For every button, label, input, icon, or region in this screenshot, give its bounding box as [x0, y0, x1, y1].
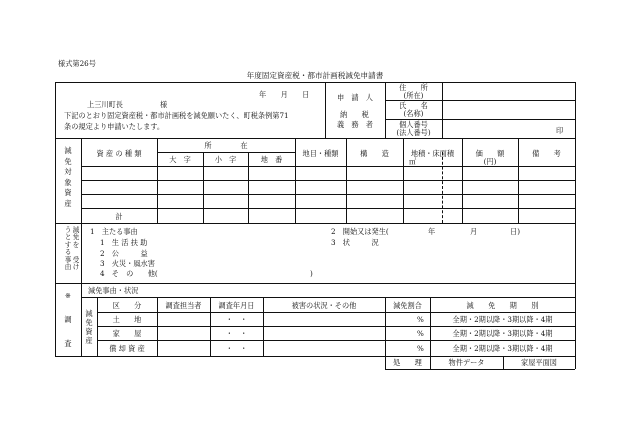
- property-row-1: [81, 180, 575, 181]
- reason-other: 4 そ の 他(: [100, 269, 158, 278]
- col-structure: 構 造: [360, 149, 389, 158]
- id-number-label: 個人番号: [399, 120, 428, 129]
- section-divider-3: [55, 283, 575, 284]
- taxpayer-label-2: 義 務 者: [337, 120, 373, 129]
- investigation-mark: ※: [64, 291, 72, 300]
- address-sub-label: (所在): [403, 91, 424, 100]
- section-divider-1: [55, 138, 575, 139]
- area-decimal-dash: [442, 152, 443, 223]
- reasons-side-col-3: 受け: [72, 256, 80, 272]
- start-day: 日): [510, 227, 520, 236]
- frame-right: [575, 82, 576, 369]
- investigation-side-line: [81, 283, 82, 356]
- name-label: 氏 名: [399, 101, 428, 110]
- col-note: 備 考: [532, 149, 561, 158]
- location-subheader-line: [157, 152, 295, 153]
- col-koaza: 小 字: [214, 155, 237, 164]
- frame-top: [55, 82, 575, 83]
- col-area: 地積・床面積: [410, 149, 455, 158]
- investigation-row-3: [385, 356, 575, 357]
- investigation-label-1: 調: [64, 315, 72, 324]
- addressee: 上三川町長: [87, 100, 123, 109]
- investigation-row-2: [97, 340, 575, 341]
- investigation-label-2: 査: [64, 339, 72, 348]
- addressee-honorific: 様: [160, 100, 168, 109]
- reason-status-line: [81, 297, 575, 298]
- address-label: 住 所: [399, 83, 428, 92]
- applicant-field-line: [442, 82, 443, 138]
- property-row-2: [81, 194, 575, 195]
- row-land-period: 全期・2期以降・3期以降・4期: [452, 315, 553, 324]
- applicant-left-line: [325, 82, 326, 138]
- row-land-unit: %: [417, 315, 424, 324]
- seal-mark: 印: [556, 126, 564, 135]
- reasons-side-col-2: うとする: [64, 226, 72, 257]
- property-data-label: 物件データ: [448, 358, 485, 367]
- col-location: 所 在: [204, 141, 248, 150]
- row-depreciable-period: 全期・2期以降・3期以降・4期: [452, 344, 553, 353]
- reason-other-close: ): [310, 269, 313, 278]
- name-sub-label: (名称): [403, 109, 424, 118]
- taxpayer-label-1: 納 税: [340, 110, 369, 119]
- applicant-label: 申 請 人: [337, 93, 373, 102]
- row-land-date: ・ ・: [225, 315, 248, 324]
- investigation-header-bottom: [97, 312, 575, 313]
- col-damage-status: 被害の状況・その他: [291, 301, 357, 310]
- reasons-side-col-4: 事由: [64, 256, 72, 272]
- property-total: 計: [115, 212, 123, 221]
- row-building-period: 全期・2期以降・3期以降・4期: [452, 329, 553, 338]
- floor-plan-label: 家屋平面図: [521, 358, 557, 367]
- col-reduction-period: 減 免 期 別: [466, 301, 539, 310]
- col-reduction-ratio: 減免割合: [393, 301, 422, 310]
- property-row-3: [81, 208, 575, 209]
- col-price-unit: (円): [483, 157, 497, 166]
- start-date-label: 2 開始又は発生(: [331, 227, 389, 236]
- reason-main: 1 主たる事由: [90, 227, 138, 236]
- form-number: 様式第26号: [58, 59, 96, 68]
- reason-status-label: 減免事由・状況: [88, 286, 139, 295]
- start-year: 年: [428, 227, 436, 236]
- process-label: 処 理: [393, 358, 422, 367]
- col-area-unit: ㎡: [409, 157, 417, 166]
- start-month: 月: [470, 227, 478, 236]
- col-asset-type: 資 産 の 種 類: [96, 149, 142, 158]
- row-land-category: 土 地: [112, 315, 142, 324]
- property-side-label: 減 免 対 象 資 産: [64, 146, 72, 208]
- status-label: 3 状 況: [331, 238, 379, 247]
- reasons-side-col-1: 減免を: [72, 226, 80, 249]
- col-land-category: 地目・種類: [302, 149, 339, 158]
- col-banchi: 地 番: [260, 155, 283, 164]
- row-depreciable-category: 償 却 資 産: [109, 344, 145, 353]
- application-date: 年 月 日: [259, 90, 310, 99]
- reasons-side-line: [81, 223, 82, 283]
- row-depreciable-unit: %: [417, 344, 424, 353]
- process-row-bottom: [385, 369, 575, 370]
- col-oaza: 大 字: [169, 155, 191, 164]
- asset-sub-label: 減 免 資 産: [85, 309, 93, 345]
- col-price: 価 額: [475, 149, 505, 158]
- col-survey-date: 調査年月日: [218, 301, 255, 310]
- col-category: 区 分: [112, 301, 142, 310]
- id-number-sub-label: (法人番号): [396, 128, 431, 137]
- investigation-row-1: [97, 326, 575, 327]
- frame-bottom-left: [55, 356, 385, 357]
- row-depreciable-date: ・ ・: [225, 344, 248, 353]
- form-title: 年度固定資産税・都市計画税減免申請書: [246, 71, 384, 80]
- reason-public: 2 公 益: [100, 249, 148, 258]
- reason-disaster: 3 火災・風水害: [100, 259, 155, 268]
- row-building-unit: %: [417, 329, 424, 338]
- section-divider-2: [55, 223, 575, 224]
- property-header-bottom: [81, 166, 575, 167]
- application-body-line2: 条の規定より申請いたします。: [64, 122, 165, 131]
- row-building-date: ・ ・: [225, 329, 248, 338]
- reason-welfare: 1 生 活 扶 助: [100, 238, 148, 247]
- col-inspector: 調査担当者: [165, 301, 202, 310]
- row-building-category: 家 屋: [112, 329, 142, 338]
- application-body-line1: 下記のとおり固定資産税・都市計画税を減免願いたく、町税条例第71: [64, 111, 289, 120]
